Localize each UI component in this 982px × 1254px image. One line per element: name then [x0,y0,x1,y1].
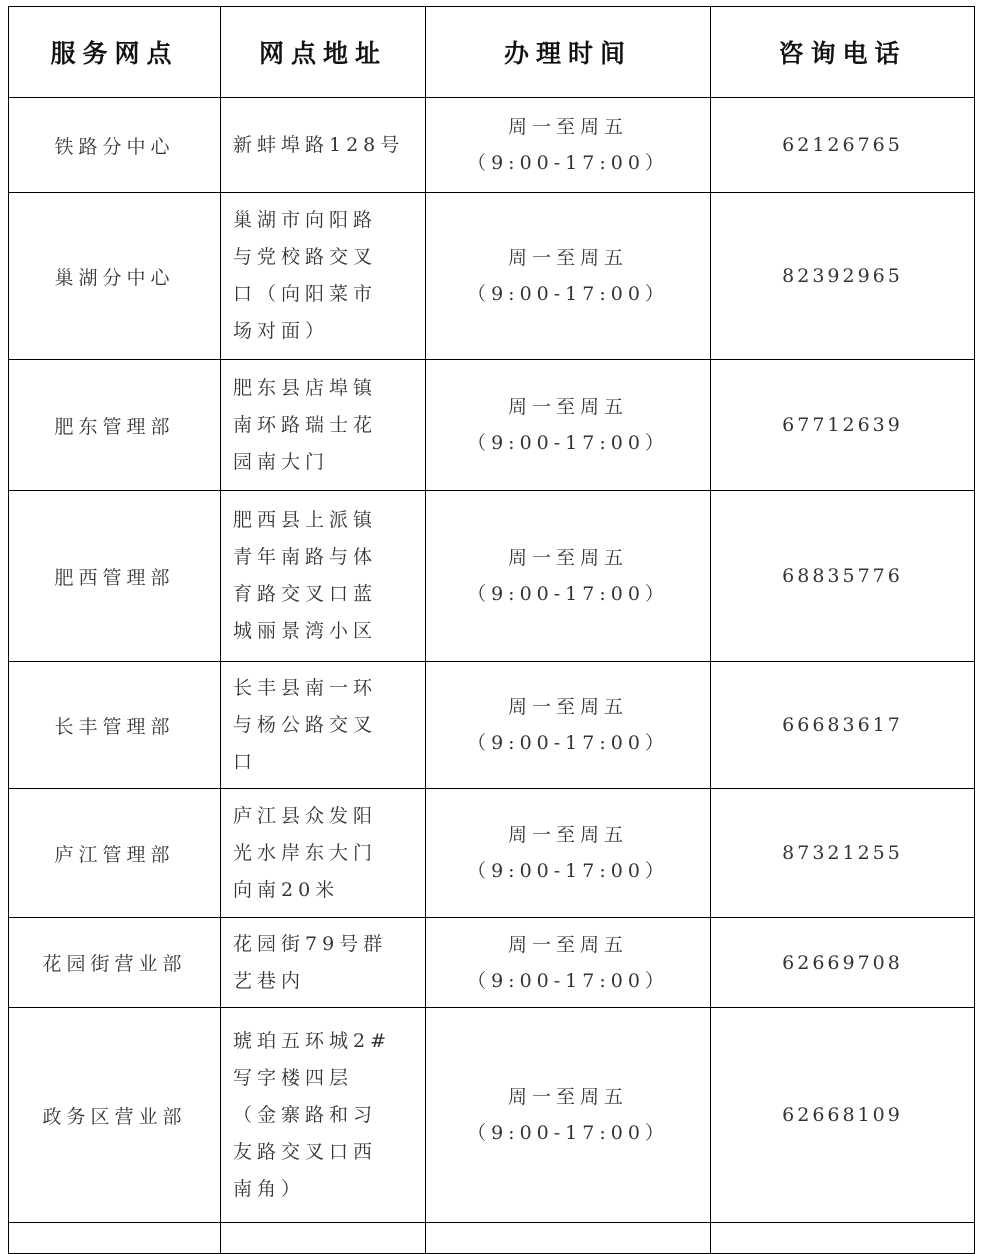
hours-days: 周一至周五 [507,824,628,846]
address-line: 与党校路交叉 [233,246,378,268]
hours-time: （9:00-17:00） [467,583,669,605]
address-line: 园南大门 [233,450,330,473]
address-cell [221,789,426,918]
address-line: 口 [233,750,258,773]
address-cell [221,98,426,193]
empty-cell [221,1223,426,1254]
service-point-name: 肥东管理部 [9,360,221,491]
address-line: 光水岸东大门 [233,841,378,864]
header-hours: 办理时间 [426,7,711,98]
table-row [9,360,975,491]
service-point-name: 庐江管理部 [9,789,221,918]
hours-days: 周一至周五 [507,1086,628,1108]
phone-number: 66683617 [711,662,975,789]
address-line: 场对面） [233,320,330,342]
address-line: 与杨公路交叉 [233,713,378,736]
table-row [9,918,975,1008]
hours-days: 周一至周五 [507,116,628,138]
table-header-row [9,7,975,98]
address-line: 新蚌埠路128号 [233,133,405,156]
address-line: 南环路瑞士花 [233,413,378,436]
phone-number: 62126765 [711,98,975,193]
address-line: 写字楼四层 [233,1066,354,1089]
hours-cell [426,1008,711,1223]
service-point-name: 巢湖分中心 [9,193,221,360]
header-address: 网点地址 [221,7,426,98]
table-row [9,789,975,918]
hours-time: （9:00-17:00） [467,152,669,174]
phone-number: 62669708 [711,918,975,1008]
hours-time: （9:00-17:00） [467,1122,669,1144]
table-row [9,1008,975,1223]
address-line: 长丰县南一环 [233,676,378,699]
hours-cell [426,360,711,491]
address-cell [221,193,426,360]
hours-days: 周一至周五 [507,547,628,569]
address-cell [221,491,426,662]
service-point-name: 铁路分中心 [9,98,221,193]
phone-number: 67712639 [711,360,975,491]
hours-days: 周一至周五 [507,696,628,718]
address-line: 花园街79号群 [233,932,388,955]
hours-cell [426,491,711,662]
hours-cell [426,789,711,918]
address-line: 口（向阳菜市 [233,283,378,305]
address-line: 向南20米 [233,878,340,901]
empty-cell [9,1223,221,1254]
hours-time: （9:00-17:00） [467,432,669,454]
phone-number: 87321255 [711,789,975,918]
table-row-partial [9,1223,975,1254]
phone-number: 68835776 [711,491,975,662]
address-line: （金寨路和习 [233,1103,378,1126]
hours-cell [426,98,711,193]
address-line: 肥西县上派镇 [233,509,378,531]
header-service-point: 服务网点 [9,7,221,98]
hours-cell [426,662,711,789]
service-point-name: 肥西管理部 [9,491,221,662]
address-line: 艺巷内 [233,969,306,992]
address-cell [221,1008,426,1223]
service-points-table [8,6,975,1254]
table-row [9,98,975,193]
hours-cell [426,193,711,360]
hours-days: 周一至周五 [507,247,628,269]
address-line: 肥东县店埠镇 [233,376,378,399]
phone-number: 82392965 [711,193,975,360]
hours-days: 周一至周五 [507,933,628,956]
empty-cell [711,1223,975,1254]
hours-time: （9:00-17:00） [467,969,669,992]
hours-time: （9:00-17:00） [467,732,669,754]
address-line: 琥珀五环城2# [233,1029,392,1052]
address-cell [221,662,426,789]
service-point-name: 政务区营业部 [9,1008,221,1223]
address-cell [221,918,426,1008]
table-row [9,491,975,662]
address-line: 友路交叉口西 [233,1140,378,1163]
address-line: 巢湖市向阳路 [233,209,378,231]
address-line: 城丽景湾小区 [233,620,378,642]
address-line: 青年南路与体 [233,546,378,568]
header-phone: 咨询电话 [711,7,975,98]
hours-time: （9:00-17:00） [467,860,669,882]
address-line: 育路交叉口蓝 [233,583,378,605]
address-line: 庐江县众发阳 [233,804,378,827]
hours-time: （9:00-17:00） [467,283,669,305]
phone-number: 62668109 [711,1008,975,1223]
address-cell [221,360,426,491]
table-row [9,662,975,789]
empty-cell [426,1223,711,1254]
service-point-name: 花园街营业部 [9,918,221,1008]
address-line: 南角） [233,1177,306,1200]
service-point-name: 长丰管理部 [9,662,221,789]
hours-days: 周一至周五 [507,396,628,418]
hours-cell [426,918,711,1008]
table-row [9,193,975,360]
